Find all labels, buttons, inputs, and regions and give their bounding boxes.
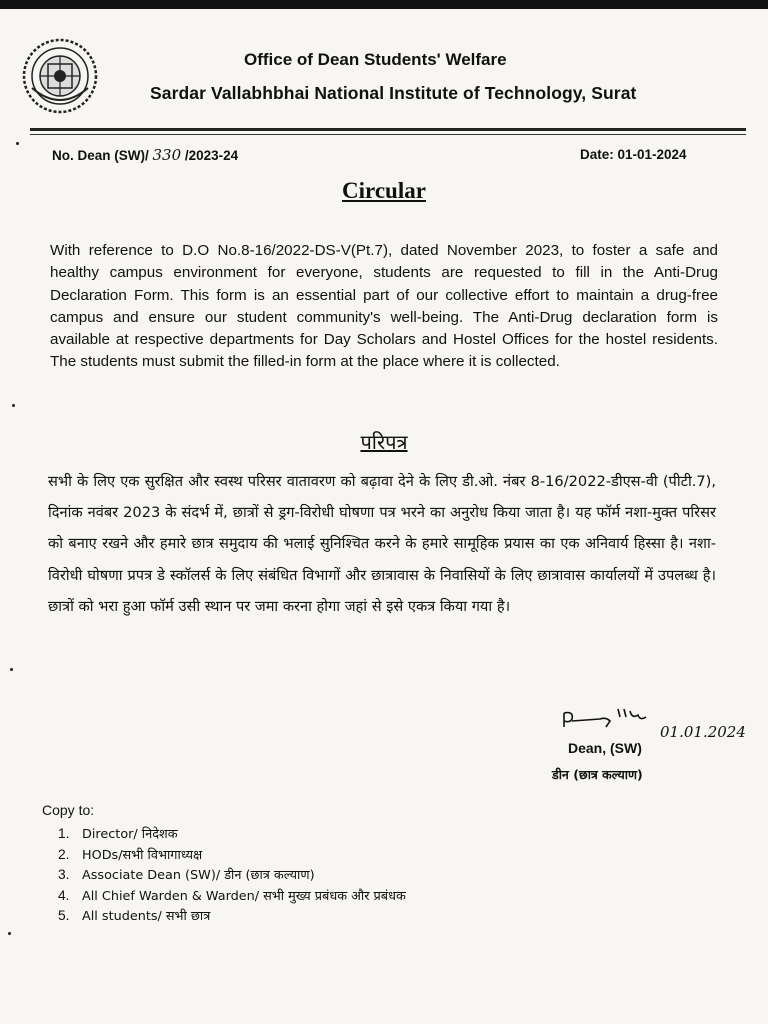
list-item: 2. HODs/सभी विभागाध्यक्ष [58,846,203,863]
copy-to-list [58,824,406,927]
signature-date: 01.01.2024 [660,723,746,741]
header-rule-thin [30,134,746,135]
scan-speck [12,404,15,407]
reference-suffix: /2023-24 [181,148,239,163]
copy-to-label: Copy to: [42,802,95,818]
reference-number [52,146,238,164]
institute-name: Sardar Vallabhbhai National Institute of Technology, Surat [150,83,637,103]
institute-emblem-logo [22,38,98,114]
circular-body-hi: सभी के लिए एक सुरक्षित और स्वस्थ परिसर वातावरण को बढ़ावा देने के लिए डी.ओ. नंबर 8-16/2022-डीएस-वी (पीटी.7), दिनांक नवंबर 2023 के संदर्भ में, छात्रों से ड्रग-विरोधी घोषणा पत्र भरने का अनुरोध किया जाता है। यह फॉर्म नशा-मुक्त परिसर को बनाए रखने और हमारे छात्र समुदाय की भलाई सुनिश्चित करने के हमारे सामूहिक प्रयास का एक अनिवार्य हिस्सा है। नशा-विरोधी घोषणा प्रपत्र डे स्कॉलर्स के लिए संबंधित विभागों और छात्रावास के निवासियों के लिए छात्रावास कार्यालयों में उपलब्ध है। छात्रों को भरा हुआ फॉर्म उसी स्थान पर जमा करना होगा जहां से इसे एकत्र किया गया है। [48,473,716,615]
office-name: Office of Dean Students' Welfare [244,50,507,69]
circular-body-en: With reference to D.O No.8-16/2022-DS-V(Pt.7), dated November 2023, to foster a safe and healthy campus environment for everyone, students are requested to fill in the Anti-Drug Declaration Form. This form is an essential part of our collective effort to maintain a drug-free campus and ensure our student community's well-being. The Anti-Drug declaration form is available at respective departments for Day Scholars and Hostel Offices for the hostel residents. The students must submit the filled-in form at the place where it is collected. [50,242,718,371]
list-item: 1. Director/ निदेशक [58,826,178,842]
scan-speck [8,932,11,935]
list-item: 5. All students/ सभी छात्र [58,908,211,924]
reference-prefix: No. Dean (SW)/ [52,148,153,163]
circular-title-en: Circular [342,178,426,203]
signatory-name-hi: डीन (छात्र कल्याण) [552,767,643,782]
signatory-name: Dean, (SW) [568,740,642,756]
list-item: 3. Associate Dean (SW)/ डीन (छात्र कल्याण) [58,867,315,883]
scan-speck [16,142,19,145]
header-rule-thick [30,128,746,131]
scan-speck [10,668,13,671]
reference-handwritten-number: 330 [152,146,182,164]
scan-top-border [0,0,768,9]
circular-date: Date: 01-01-2024 [580,147,687,162]
circular-title-hi: परिपत्र [360,430,408,454]
list-item: 4. All Chief Warden & Warden/ सभी मुख्य प्रबंधक और प्रबंधक [58,887,406,904]
